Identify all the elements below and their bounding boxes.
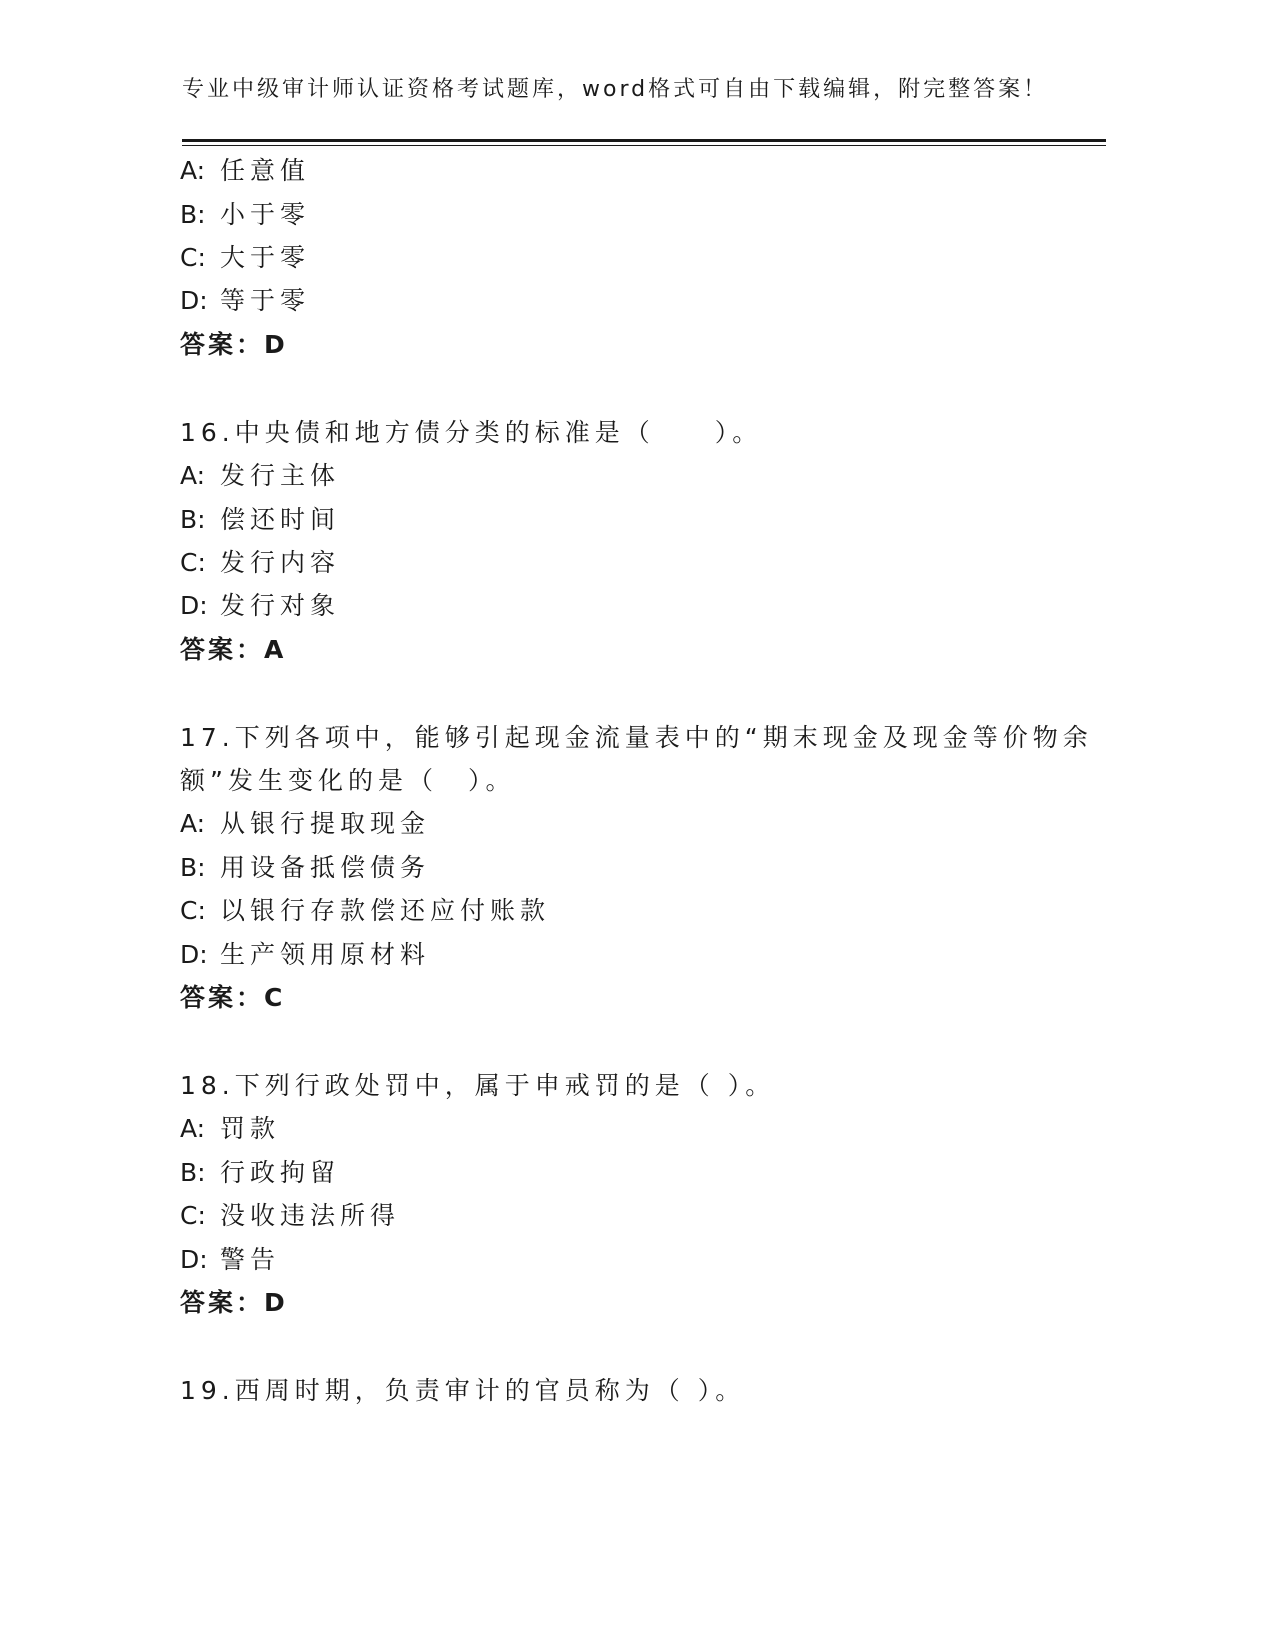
answer: 答案：A — [180, 635, 287, 664]
option-label: D: — [180, 1245, 208, 1274]
option-text: 发行内容 — [220, 548, 341, 577]
header-text: 专业中级审计师认证资格考试题库，word格式可自由下载编辑，附完整答案！ — [182, 77, 1049, 102]
option-label: B: — [180, 505, 206, 534]
option-label: D: — [180, 591, 208, 620]
option-d — [180, 940, 430, 970]
option-label: B: — [180, 1158, 206, 1187]
option-text: 偿还时间 — [220, 505, 341, 534]
option-b — [180, 1158, 340, 1188]
option-text: 警告 — [220, 1245, 281, 1274]
option-a — [180, 156, 310, 186]
option-a — [180, 461, 340, 491]
option-label: A: — [180, 156, 206, 185]
option-d — [180, 286, 310, 316]
option-label: C: — [180, 896, 206, 925]
option-text: 发行对象 — [220, 591, 341, 620]
option-text: 大于零 — [220, 243, 311, 272]
option-text: 发行主体 — [220, 461, 341, 490]
option-a — [180, 1114, 280, 1144]
option-b — [180, 200, 310, 230]
question-text: 16.中央债和地方债分类的标准是（ ）。 — [180, 418, 763, 447]
option-text: 小于零 — [220, 200, 311, 229]
option-a — [180, 809, 430, 839]
option-label: D: — [180, 286, 208, 315]
header-rule-thin — [182, 145, 1106, 146]
option-text: 生产领用原材料 — [220, 940, 431, 969]
option-c — [180, 243, 310, 273]
answer: 答案：C — [180, 983, 286, 1012]
option-text: 以银行存款偿还应付账款 — [220, 896, 551, 925]
option-label: A: — [180, 461, 206, 490]
option-d — [180, 1245, 280, 1275]
option-text: 用设备抵偿债务 — [220, 853, 431, 882]
option-text: 行政拘留 — [220, 1158, 341, 1187]
option-label: C: — [180, 243, 206, 272]
option-label: C: — [180, 1201, 206, 1230]
question-text-line1: 17.下列各项中，能够引起现金流量表中的“期末现金及现金等价物余 — [180, 723, 1093, 752]
answer: 答案：D — [180, 330, 288, 359]
option-text: 没收违法所得 — [220, 1201, 401, 1230]
option-text: 等于零 — [220, 286, 311, 315]
option-d — [180, 591, 340, 621]
option-label: D: — [180, 940, 208, 969]
option-label: B: — [180, 200, 206, 229]
option-text: 罚款 — [220, 1114, 281, 1143]
answer: 答案：D — [180, 1288, 288, 1317]
option-c — [180, 896, 550, 926]
option-c — [180, 1201, 400, 1231]
option-label: B: — [180, 853, 206, 882]
question-text-line2: 额”发生变化的是（ ）。 — [180, 766, 516, 795]
option-text: 任意值 — [220, 156, 311, 185]
question-text: 19.西周时期，负责审计的官员称为（ ）。 — [180, 1376, 746, 1405]
option-label: A: — [180, 1114, 206, 1143]
option-b — [180, 505, 340, 535]
option-b — [180, 853, 430, 883]
option-c — [180, 548, 340, 578]
option-label: C: — [180, 548, 206, 577]
option-text: 从银行提取现金 — [220, 809, 431, 838]
option-label: A: — [180, 809, 206, 838]
question-text: 18.下列行政处罚中，属于申戒罚的是（ ）。 — [180, 1071, 776, 1100]
header-rule-thick — [182, 139, 1106, 142]
